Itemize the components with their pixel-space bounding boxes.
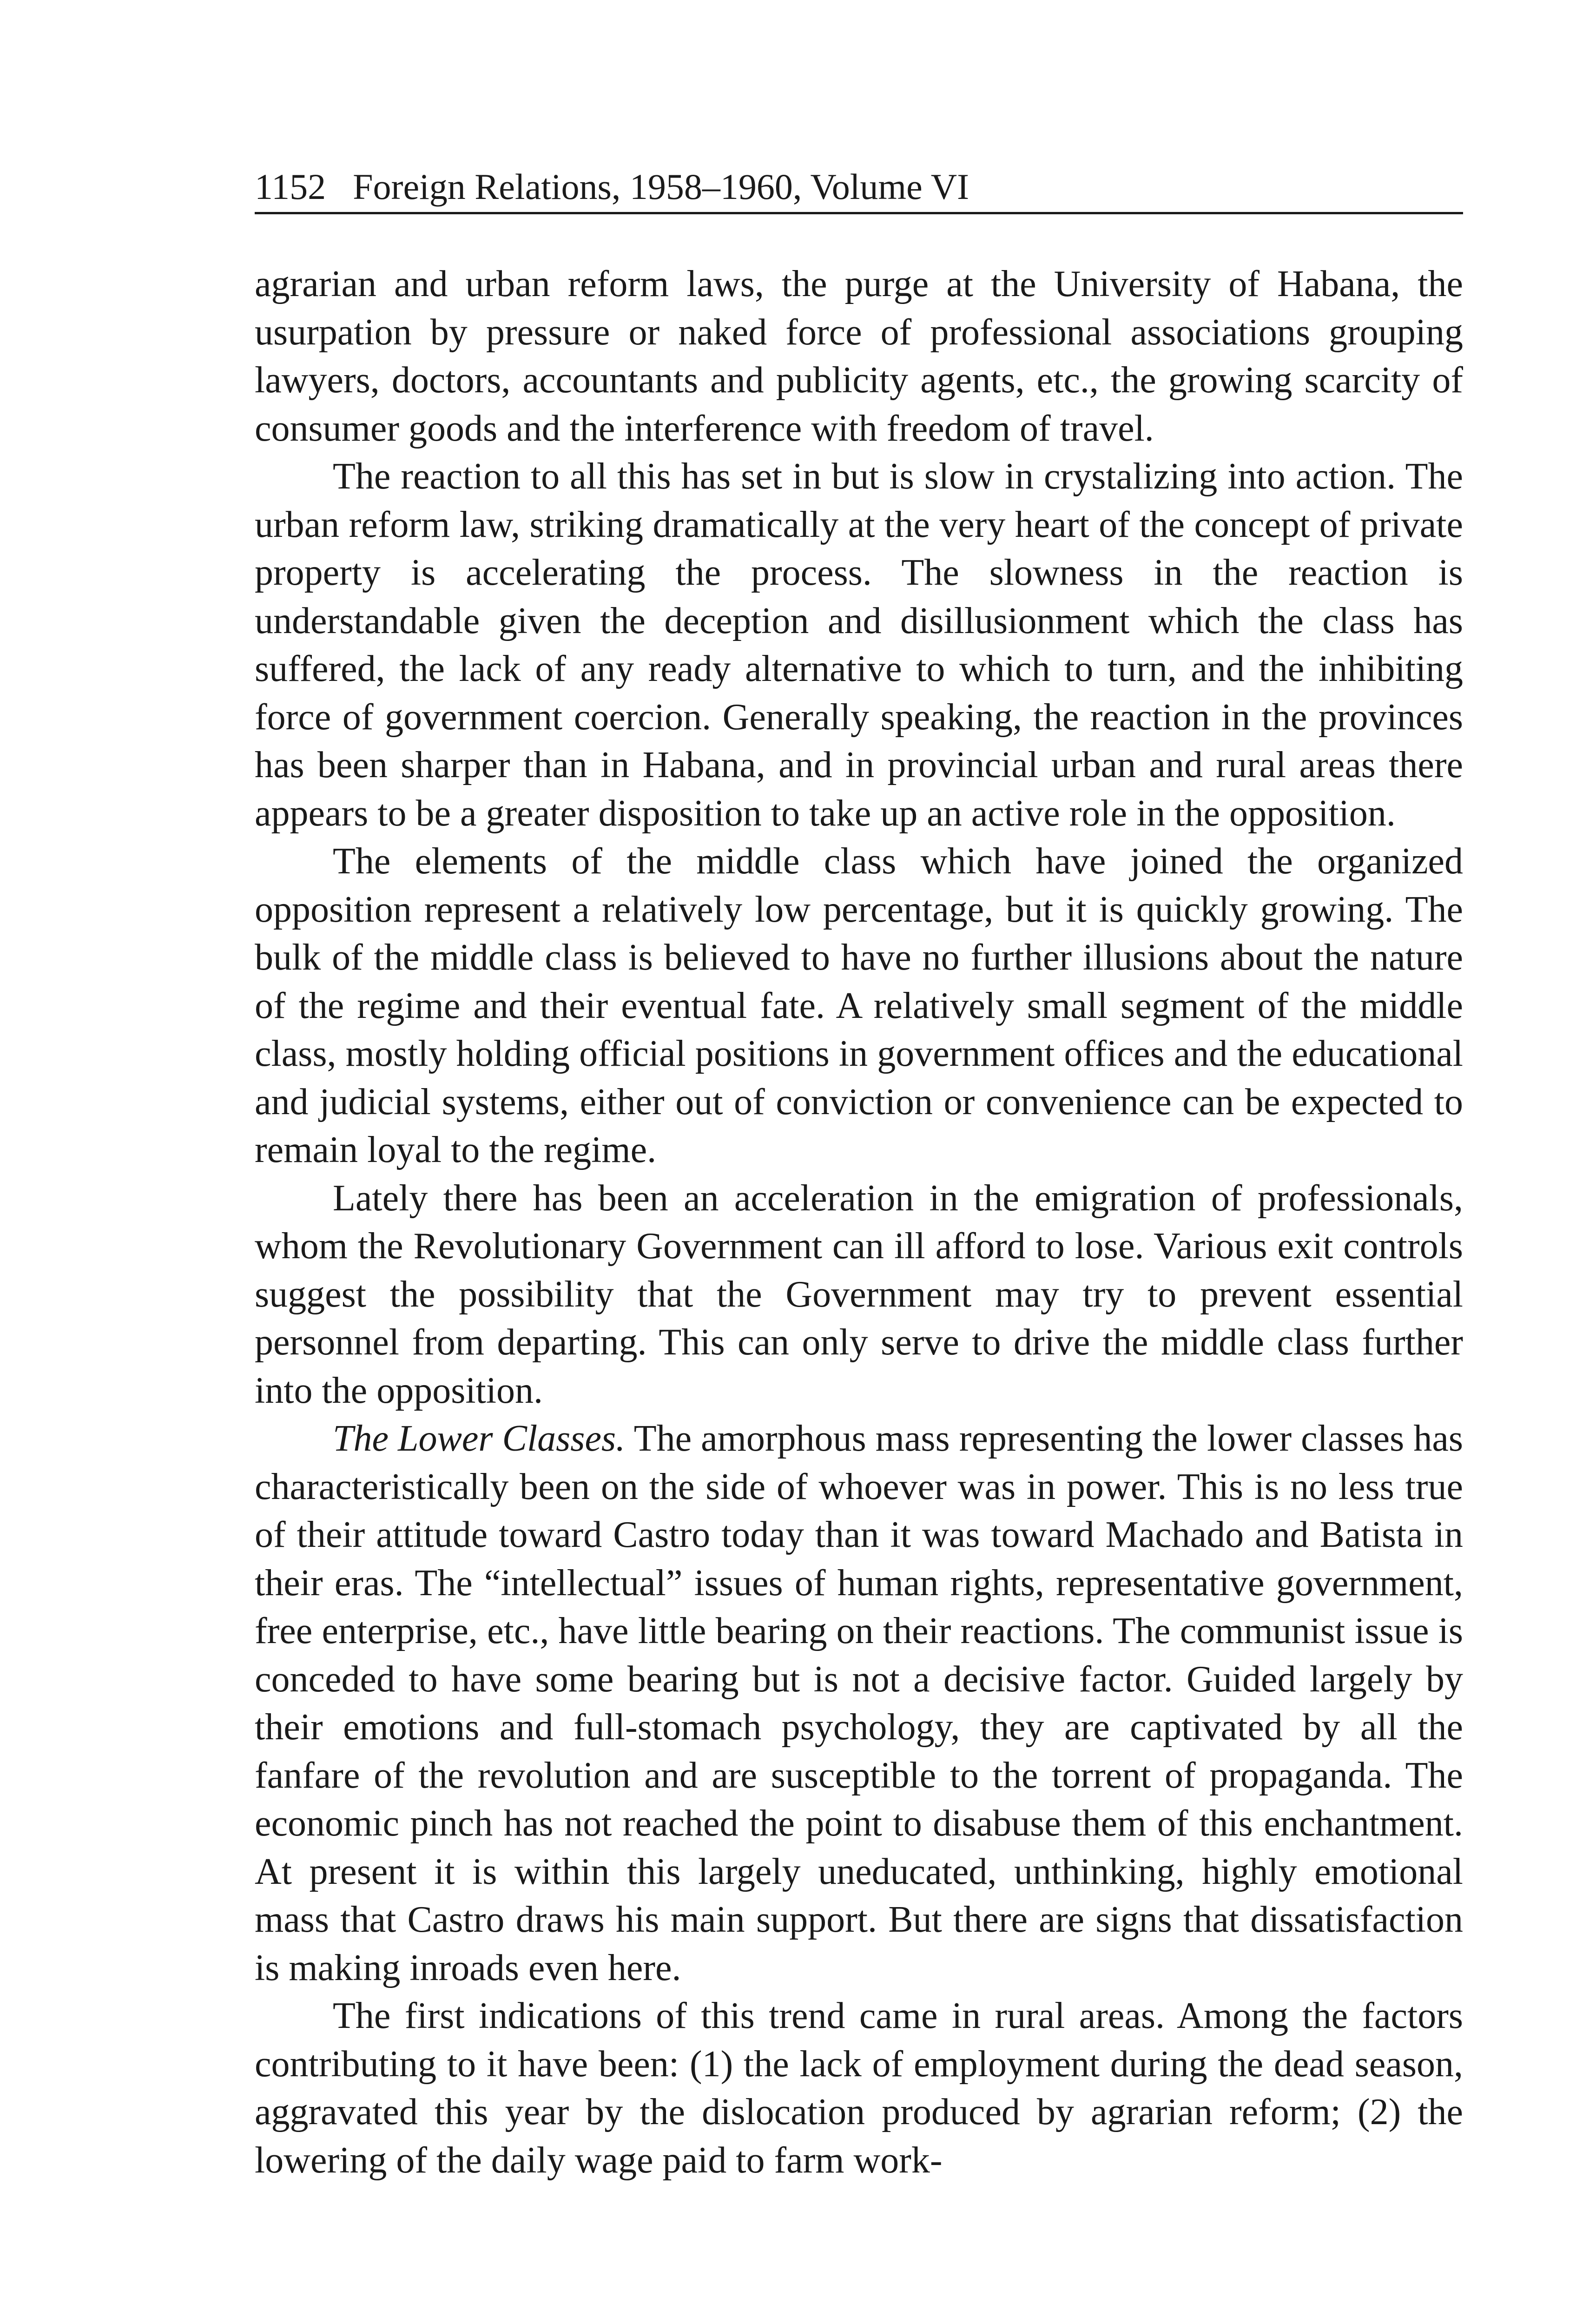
page-number: 1152	[255, 166, 326, 207]
paragraph-emigration: Lately there has been an acceleration in the emigration of professionals, whom the Revolutionary Government can ill afford to lose. Various exit controls suggest the possibility that the Government may try to prevent essential personnel from departing. This can only serve to drive the middle class further into the opposition.	[255, 1177, 1463, 1411]
section-run-in-heading: The Lower Classes.	[333, 1418, 626, 1459]
running-head-title: Foreign Relations, 1958–1960, Volume VI	[353, 166, 969, 207]
paragraph-lower-classes	[255, 1415, 1463, 1992]
header-rule	[255, 212, 1463, 214]
paragraph-lower-classes-text: The amorphous mass representing the lower classes has characteristically been on the side of whoever was in power. This is no less true of their attitude toward Castro today than it was toward Machado and Batista in their eras. The “intellectual” issues of human rights, representative government, free enterprise, etc., have little bearing on their reactions. The communist issue is conceded to have some bearing but is not a decisive factor. Guided largely by their emotions and full-stomach psychology, they are captivated by all the fanfare of the revolution and are susceptible to the torrent of propaganda. The economic pinch has not reached the point to disabuse them of this enchantment. At present it is within this largely uneducated, unthinking, highly emotional mass that Castro draws his main support. But there are signs that dissatisfaction is making inroads even here.	[255, 1418, 1463, 1988]
body-text	[255, 260, 1463, 2185]
paragraph-reaction: The reaction to all this has set in but is slow in crystalizing into action. The urban reform law, striking dramatically at the very heart of the concept of private property is accelerating the process. The slowness in the reaction is understandable given the deception and disillusionment which the class has suffered, the lack of any ready alternative to which to turn, and the inhibiting force of government coercion. Generally speaking, the reaction in the provinces has been sharper than in Habana, and in provincial urban and rural areas there appears to be a greater disposition to take up an active role in the opposition.	[255, 456, 1463, 834]
paragraph-continuation: agrarian and urban reform laws, the purge at the University of Habana, the usurpation by pressure or naked force of professional associations grouping lawyers, doctors, accountants and publicity agents, etc., the growing scarcity of consumer goods and the interference with freedom of travel.	[255, 264, 1463, 449]
running-head	[255, 164, 1463, 210]
paragraph-rural-areas: The first indications of this trend came in rural areas. Among the factors contributing to it have been: (1) the lack of employment during the dead season, aggravated this year by the dislocation produced by agrarian reform; (2) the lowering of the daily wage paid to farm work-	[255, 1995, 1463, 2181]
paragraph-middle-class-opposition: The elements of the middle class which have joined the organized opposition represent a relatively low percentage, but it is quickly growing. The bulk of the middle class is believed to have no further illusions about the nature of the regime and their eventual fate. A relatively small segment of the middle class, mostly holding official positions in government offices and the educational and judicial systems, either out of conviction or convenience can be expected to remain loyal to the regime.	[255, 841, 1463, 1170]
